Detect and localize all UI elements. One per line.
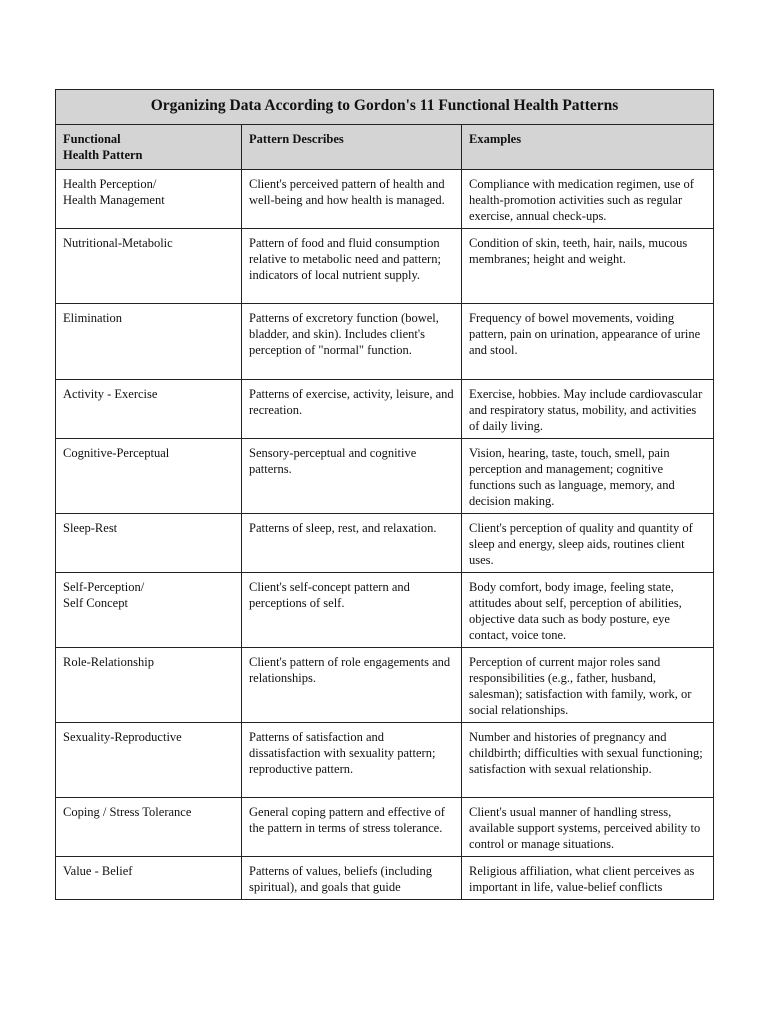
describes-cell: Pattern of food and fluid consumption relative to metabolic need and pattern; indicators of local nutrient supply. [242, 229, 462, 304]
pattern-cell: Role-Relationship [56, 648, 242, 723]
describes-cell: General coping pattern and effective of the pattern in terms of stress tolerance. [242, 798, 462, 857]
header-row [56, 125, 714, 170]
describes-cell: Patterns of values, beliefs (including spiritual), and goals that guide [242, 857, 462, 900]
table-row [56, 170, 714, 229]
examples-cell: Client's usual manner of handling stress, available support systems, perceived ability to control or manage situations. [462, 798, 714, 857]
pattern-cell: Cognitive-Perceptual [56, 439, 242, 514]
table-row [56, 304, 714, 380]
examples-cell: Body comfort, body image, feeling state, attitudes about self, perception of abilities, objective data such as body posture, eye contact, voice tone. [462, 573, 714, 648]
describes-cell: Sensory-perceptual and cognitive patterns. [242, 439, 462, 514]
examples-cell: Religious affiliation, what client perceives as important in life, value-belief conflicts [462, 857, 714, 900]
examples-cell: Frequency of bowel movements, voiding pattern, pain on urination, appearance of urine and stool. [462, 304, 714, 380]
pattern-cell: Nutritional-Metabolic [56, 229, 242, 304]
pattern-cell: Activity - Exercise [56, 380, 242, 439]
pattern-cell: Health Perception/ Health Management [56, 170, 242, 229]
table-row [56, 798, 714, 857]
table-row [56, 439, 714, 514]
table-row [56, 857, 714, 900]
pattern-cell: Sexuality-Reproductive [56, 723, 242, 798]
table-title: Organizing Data According to Gordon's 11 Functional Health Patterns [56, 90, 714, 125]
examples-cell: Client's perception of quality and quantity of sleep and energy, sleep aids, routines client uses. [462, 514, 714, 573]
pattern-cell: Value - Belief [56, 857, 242, 900]
describes-cell: Patterns of sleep, rest, and relaxation. [242, 514, 462, 573]
examples-cell: Compliance with medication regimen, use of health-promotion activities such as regular exercise, annual check-ups. [462, 170, 714, 229]
title-row [56, 90, 714, 125]
functional-health-patterns-table [55, 89, 714, 900]
pattern-cell: Sleep-Rest [56, 514, 242, 573]
table-body [56, 170, 714, 900]
examples-cell: Exercise, hobbies. May include cardiovascular and respiratory status, mobility, and activities of daily living. [462, 380, 714, 439]
column-header-describes: Pattern Describes [242, 125, 462, 170]
describes-cell: Client's pattern of role engagements and relationships. [242, 648, 462, 723]
describes-cell: Patterns of excretory function (bowel, bladder, and skin). Includes client's perception of "normal" function. [242, 304, 462, 380]
pattern-cell: Elimination [56, 304, 242, 380]
examples-cell: Number and histories of pregnancy and childbirth; difficulties with sexual functioning; satisfaction with sexual relationship. [462, 723, 714, 798]
table-row [56, 648, 714, 723]
table-row [56, 229, 714, 304]
table-row [56, 573, 714, 648]
table-row [56, 514, 714, 573]
examples-cell: Vision, hearing, taste, touch, smell, pain perception and management; cognitive functions such as language, memory, and decision making. [462, 439, 714, 514]
describes-cell: Client's self-concept pattern and perceptions of self. [242, 573, 462, 648]
describes-cell: Patterns of exercise, activity, leisure, and recreation. [242, 380, 462, 439]
describes-cell: Client's perceived pattern of health and well-being and how health is managed. [242, 170, 462, 229]
pattern-cell: Self-Perception/ Self Concept [56, 573, 242, 648]
pattern-cell: Coping / Stress Tolerance [56, 798, 242, 857]
table-row [56, 380, 714, 439]
describes-cell: Patterns of satisfaction and dissatisfaction with sexuality pattern; reproductive pattern. [242, 723, 462, 798]
examples-cell: Perception of current major roles sand responsibilities (e.g., father, husband, salesman); satisfaction with family, work, or social relationships. [462, 648, 714, 723]
table-row [56, 723, 714, 798]
column-header-pattern: Functional Health Pattern [56, 125, 242, 170]
column-header-examples: Examples [462, 125, 714, 170]
examples-cell: Condition of skin, teeth, hair, nails, mucous membranes; height and weight. [462, 229, 714, 304]
